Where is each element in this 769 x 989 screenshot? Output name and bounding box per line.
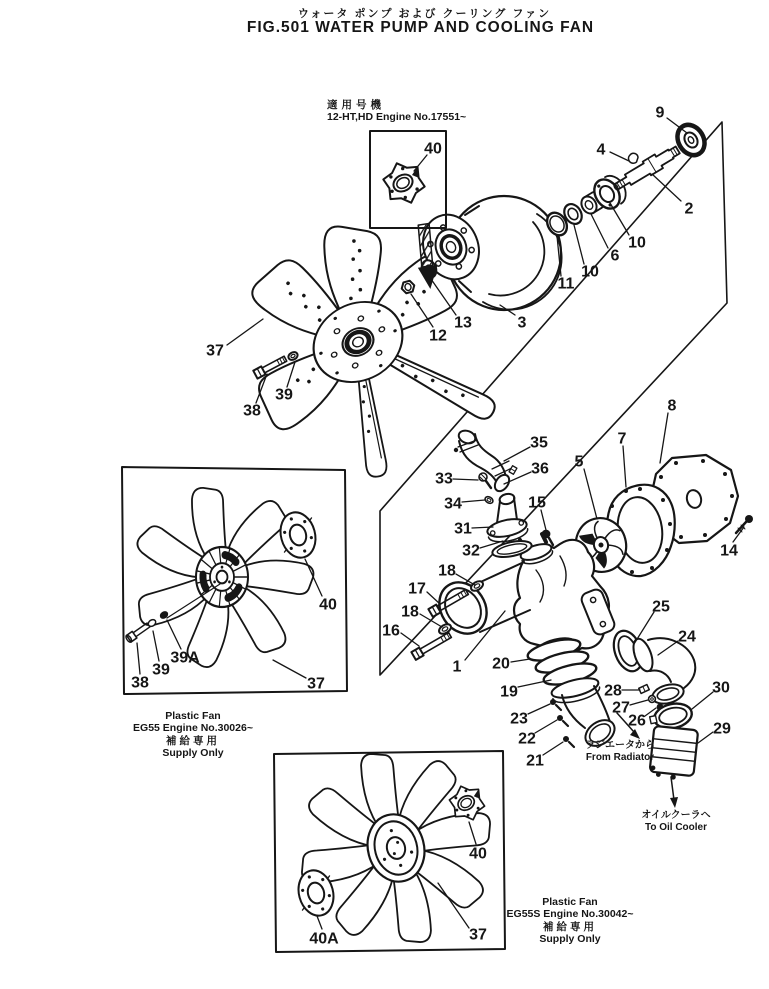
callout-19: [500, 680, 551, 701]
callout-5: [575, 454, 597, 520]
svg-text:28: 28: [604, 682, 622, 700]
svg-text:29: 29: [713, 720, 731, 738]
callout-4: [597, 142, 629, 162]
svg-text:37: 37: [206, 342, 224, 360]
svg-text:18: 18: [401, 603, 419, 621]
svg-text:7: 7: [617, 430, 627, 448]
svg-text:34: 34: [444, 495, 462, 513]
callout-20: [492, 656, 530, 673]
from-radiator-jp: ラジエータから: [585, 740, 655, 751]
svg-text:1: 1: [452, 658, 462, 676]
part-key: [628, 153, 638, 163]
svg-text:19: 19: [500, 683, 518, 701]
svg-text:37: 37: [307, 675, 325, 693]
svg-text:8: 8: [667, 397, 677, 415]
svg-text:39: 39: [152, 661, 170, 679]
callout-9: [656, 105, 687, 134]
svg-text:21: 21: [526, 752, 544, 770]
svg-text:15: 15: [528, 494, 546, 512]
svg-text:14: 14: [720, 542, 738, 560]
svg-text:5: 5: [574, 453, 584, 471]
callout-14: [720, 527, 744, 560]
callout-7: [618, 431, 627, 488]
svg-text:10: 10: [581, 263, 599, 281]
svg-text:17: 17: [408, 580, 426, 598]
svg-text:12: 12: [429, 327, 447, 345]
svg-text:6: 6: [610, 247, 620, 265]
svg-text:20: 20: [492, 655, 510, 673]
to-oil-cooler-en: To Oil Cooler: [644, 822, 708, 833]
part-bolt-14: [736, 515, 753, 533]
svg-text:23: 23: [510, 710, 528, 728]
svg-text:37: 37: [469, 926, 487, 944]
callout-35: [504, 435, 548, 462]
figure-title-japanese: ウォータ ポンプ および クーリング ファン: [297, 8, 552, 20]
svg-text:16: 16: [382, 622, 400, 640]
svg-text:39A: 39A: [170, 649, 200, 667]
callout-40A: [309, 916, 339, 948]
callout-24: [658, 629, 696, 656]
svg-text:40A: 40A: [309, 930, 339, 948]
svg-text:9: 9: [655, 104, 665, 122]
callout-17: [408, 581, 440, 605]
to-oil-cooler-arrow: [670, 777, 678, 808]
callout-39: [152, 631, 170, 679]
svg-text:18: 18: [438, 562, 456, 580]
bottom-note-line2: EG55S Engine No.30042~: [506, 908, 634, 921]
svg-text:10: 10: [628, 234, 646, 252]
part-bypass-hose: [454, 428, 517, 493]
callout-16: [382, 623, 419, 647]
svg-text:31: 31: [454, 520, 472, 538]
callout-33: [435, 471, 478, 488]
svg-text:33: 33: [435, 470, 453, 488]
callout-37: [206, 319, 263, 360]
callout-28: [604, 683, 640, 700]
svg-text:22: 22: [518, 730, 536, 748]
svg-text:38: 38: [243, 402, 261, 420]
callout-8: [660, 398, 677, 464]
left-note-line2: EG55 Engine No.30026~: [133, 722, 253, 735]
svg-text:13: 13: [454, 314, 472, 332]
svg-text:40: 40: [424, 140, 442, 158]
bottom-note-line1: Plastic Fan: [542, 896, 598, 908]
bottom-note-line4: Supply Only: [539, 933, 601, 946]
callout-37: [273, 660, 325, 693]
left-inset-note: [118, 710, 268, 760]
svg-text:26: 26: [628, 712, 646, 730]
svg-text:36: 36: [531, 460, 549, 478]
callout-30: [692, 680, 730, 710]
svg-text:3: 3: [517, 314, 527, 332]
part-bolt-33: [479, 473, 491, 488]
left-note-line1: Plastic Fan: [165, 710, 221, 722]
svg-text:35: 35: [530, 434, 548, 452]
callout-40: [414, 141, 442, 172]
svg-text:4: 4: [596, 141, 606, 159]
part-shaft-assembly: [543, 120, 710, 239]
svg-text:40: 40: [319, 596, 337, 614]
part-shaft: [611, 143, 682, 195]
svg-text:30: 30: [712, 679, 730, 697]
part-elbow-24: [630, 636, 696, 707]
svg-text:11: 11: [557, 275, 575, 293]
svg-text:38: 38: [131, 674, 149, 692]
left-note-line4: Supply Only: [162, 747, 224, 760]
callout-6: [591, 214, 620, 265]
left-note-line3: 補給専用: [166, 734, 220, 747]
callout-23: [510, 704, 550, 728]
callout-29: [698, 721, 731, 744]
callout-25: [634, 599, 670, 645]
svg-text:40: 40: [469, 845, 487, 863]
to-oil-cooler-jp: オイルクーラへ: [641, 810, 711, 821]
callout-10: [574, 225, 599, 281]
applicable-serial-label-jp: 適用号機: [327, 99, 385, 111]
figure-title: FIG.501 WATER PUMP AND COOLING FAN: [246, 19, 595, 36]
part-washer-18a: [469, 579, 484, 592]
applicable-serial-note: [327, 99, 466, 123]
svg-text:32: 32: [462, 542, 480, 560]
part-radiator-elbow-group: [609, 627, 699, 808]
svg-text:2: 2: [684, 200, 694, 218]
callout-38: [131, 643, 149, 692]
svg-text:27: 27: [612, 699, 630, 717]
from-radiator-en: From Radiator: [585, 752, 655, 763]
svg-text:25: 25: [652, 598, 670, 616]
to-oil-cooler-label: [626, 810, 726, 834]
svg-text:24: 24: [678, 628, 696, 646]
callout-34: [444, 496, 485, 513]
bottom-note-line3: 補給専用: [543, 920, 597, 933]
callout-2: [652, 174, 694, 218]
bottom-inset-note: [500, 896, 640, 946]
from-radiator-label: [570, 740, 670, 764]
part-washer-18b: [437, 622, 452, 635]
svg-text:39: 39: [275, 386, 293, 404]
applicable-serial-range: 12-HT,HD Engine No.17551~: [327, 111, 467, 123]
left-inset-box: [122, 467, 347, 694]
